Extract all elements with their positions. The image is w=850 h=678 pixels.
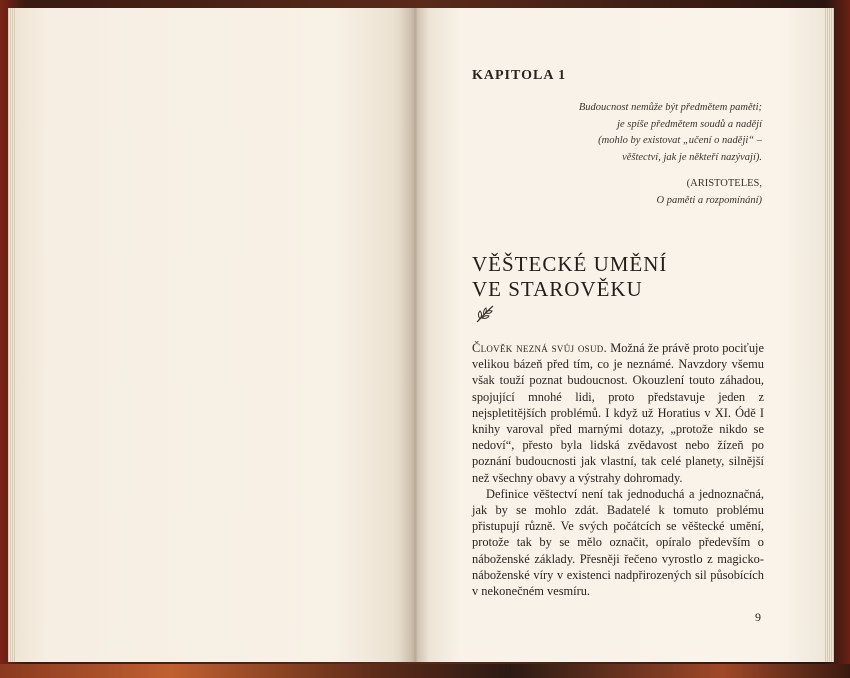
chapter-title [472, 252, 667, 302]
paragraph [472, 340, 764, 486]
epigraph-line: (mohlo by existovat „učení o naději“ – [598, 135, 762, 146]
epigraph-line: věštectví, jak je někteří nazývají). [622, 151, 762, 163]
epigraph-work: O paměti a rozpomínání) [656, 194, 762, 206]
epigraph-line: Budoucnost nemůže být předmětem paměti; [578, 102, 762, 113]
paragraph-text: Možná že právě proto pociťuje velikou bázeň před tím, co je neznámé. Navzdory všemu však touží poznat budoucnost. Okouzlení touto záhadou, spojující mnohé lidi, proto představuje jeden z nejspletitějších problémů. I když už Horatius v XI. Ódě I knihy varoval před marnými dotazy, „protože nikdo se nedoví“, přesto byla lidská zvědavost nebo žízeň po poznání budoucnosti jak vlastní, tak celé planety, silnější než všechny obavy a výstrahy dohromady. [472, 341, 764, 485]
page-number: 9 [755, 610, 761, 624]
chapter-title-line: VĚŠTECKÉ UMĚNÍ [472, 252, 668, 276]
epigraph-author: (ARISTOTELES, [686, 178, 762, 189]
cover-edge [0, 664, 850, 678]
paragraph: Definice věštectví není tak jednoduchá a jednoznačná, jak by se mohlo zdát. Badatelé k tomuto problému přistupují různě. Ve svých počátcích se věštecké umění, protože tak by se mělo označit, opíralo především o náboženské základy. Přesněji řečeno vyrostlo z magicko-náboženské víry v existenci nadpřirozených sil působících v nekonečném vesmíru. [472, 486, 764, 599]
chapter-title-line: VE STAROVĚKU [472, 277, 643, 301]
left-page-edges [8, 8, 16, 662]
epigraph [520, 100, 762, 166]
leaf-ornament-icon [474, 303, 496, 325]
chapter-label: KAPITOLA 1 [472, 68, 567, 83]
paragraph-lead: Člověk nezná svůj osud. [472, 341, 607, 355]
epigraph-line: je spíše předmětem soudů a nadějí [617, 118, 762, 130]
epigraph-attribution [560, 176, 762, 209]
left-page [16, 8, 412, 662]
body-text [472, 340, 764, 599]
spine-shadow [400, 8, 430, 662]
right-page-edges [824, 8, 834, 662]
